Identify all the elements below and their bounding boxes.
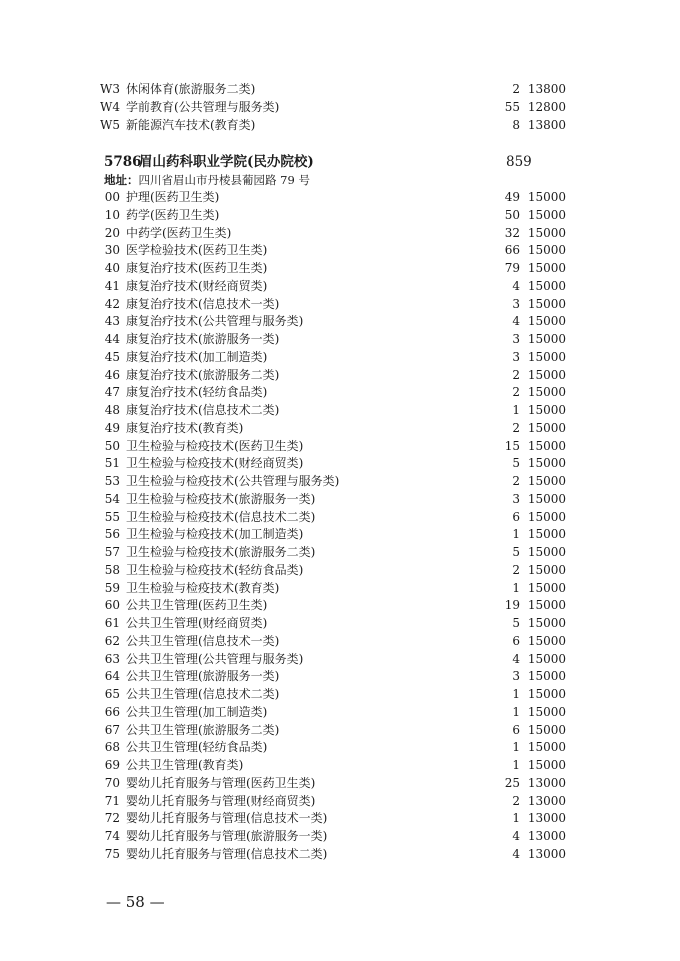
program-code: 41 <box>104 278 120 293</box>
program-name: 公共卫生管理(公共管理与服务类) <box>126 651 304 666</box>
program-fee: 15000 <box>527 474 566 488</box>
program-row <box>0 509 680 527</box>
program-code: 57 <box>104 545 120 559</box>
program-fee: 15000 <box>527 278 566 293</box>
program-count: 1 <box>512 704 520 719</box>
program-code: W5 <box>100 117 120 132</box>
program-fee: 15000 <box>527 385 566 400</box>
address-label: 地址： <box>104 173 139 187</box>
program-name: 护理(医药卫生类) <box>126 190 220 204</box>
program-name: 药学(医药卫生类) <box>126 207 220 222</box>
program-count: 3 <box>512 349 520 364</box>
program-fee: 12800 <box>527 99 566 114</box>
program-fee: 13000 <box>527 811 566 826</box>
program-count: 3 <box>512 332 520 346</box>
program-code: 64 <box>104 669 120 684</box>
program-fee: 15000 <box>527 261 566 275</box>
program-code: 62 <box>104 633 120 648</box>
program-row <box>0 704 680 722</box>
program-row <box>0 420 680 438</box>
program-count: 50 <box>504 207 520 222</box>
program-code: 49 <box>104 420 120 435</box>
school-name: 眉山药科职业学院(民办院校) <box>139 154 314 170</box>
program-code: 45 <box>104 349 120 364</box>
program-name: 婴幼儿托育服务与管理(旅游服务一类) <box>126 829 328 843</box>
program-row <box>0 526 680 544</box>
program-fee: 15000 <box>527 740 566 755</box>
program-name: 学前教育(公共管理与服务类) <box>126 99 280 114</box>
program-code: 53 <box>104 474 120 488</box>
program-count: 5 <box>512 545 520 559</box>
program-fee: 15000 <box>527 616 566 630</box>
program-fee: 15000 <box>527 580 566 595</box>
program-fee: 15000 <box>527 296 566 311</box>
program-row <box>0 99 680 117</box>
program-count: 3 <box>512 491 520 506</box>
page-number: — 58 — <box>106 893 165 911</box>
program-name: 康复治疗技术(教育类) <box>126 420 244 435</box>
program-count: 4 <box>512 314 520 329</box>
program-row <box>0 207 680 225</box>
program-row <box>0 81 680 99</box>
school-header <box>104 152 604 172</box>
school-code: 5786 <box>104 154 142 170</box>
program-fee: 15000 <box>527 314 566 329</box>
program-name: 卫生检验与检疫技术(公共管理与服务类) <box>126 474 340 488</box>
program-fee: 13800 <box>527 117 566 132</box>
program-code: 67 <box>104 722 120 737</box>
program-fee: 15000 <box>527 598 566 613</box>
program-fee: 15000 <box>527 438 566 453</box>
program-fee: 15000 <box>527 403 566 417</box>
program-name: 婴幼儿托育服务与管理(财经商贸类) <box>126 793 316 808</box>
program-fee: 15000 <box>527 349 566 364</box>
program-name: 休闲体育(旅游服务二类) <box>126 82 256 96</box>
program-code: 54 <box>104 491 120 506</box>
program-row <box>0 828 680 846</box>
program-name: 公共卫生管理(医药卫生类) <box>126 598 268 613</box>
program-fee: 15000 <box>527 420 566 435</box>
program-count: 79 <box>504 261 520 275</box>
program-row <box>0 402 680 420</box>
program-count: 2 <box>512 367 520 382</box>
program-row <box>0 313 680 331</box>
program-count: 1 <box>512 527 520 542</box>
program-count: 3 <box>512 669 520 684</box>
program-count: 3 <box>512 296 520 311</box>
program-row <box>0 810 680 828</box>
program-row <box>0 651 680 669</box>
program-row <box>0 491 680 509</box>
program-fee: 15000 <box>527 509 566 524</box>
program-fee: 15000 <box>527 456 566 471</box>
program-code: 56 <box>104 527 120 542</box>
program-code: 68 <box>104 740 120 755</box>
program-code: W3 <box>100 82 120 96</box>
program-count: 4 <box>512 278 520 293</box>
program-count: 2 <box>512 420 520 435</box>
program-name: 公共卫生管理(轻纺食品类) <box>126 740 268 755</box>
program-count: 1 <box>512 580 520 595</box>
program-name: 卫生检验与检疫技术(医药卫生类) <box>126 438 304 453</box>
program-row <box>0 473 680 491</box>
program-row <box>0 562 680 580</box>
program-name: 康复治疗技术(旅游服务一类) <box>126 332 280 346</box>
program-row <box>0 722 680 740</box>
program-row <box>0 384 680 402</box>
program-name: 卫生检验与检疫技术(轻纺食品类) <box>126 562 304 577</box>
program-code: 48 <box>104 403 120 417</box>
program-count: 5 <box>512 456 520 471</box>
program-count: 2 <box>512 793 520 808</box>
program-name: 婴幼儿托育服务与管理(信息技术一类) <box>126 811 328 826</box>
program-code: 63 <box>104 651 120 666</box>
program-count: 49 <box>504 190 520 204</box>
program-name: 公共卫生管理(财经商贸类) <box>126 616 268 630</box>
program-fee: 15000 <box>527 527 566 542</box>
program-row <box>0 438 680 456</box>
program-fee: 15000 <box>527 669 566 684</box>
address-text: 四川省眉山市丹棱县葡园路 79 号 <box>138 173 310 187</box>
program-name: 康复治疗技术(财经商贸类) <box>126 278 268 293</box>
program-fee: 13000 <box>527 793 566 808</box>
program-count: 2 <box>512 562 520 577</box>
program-code: 71 <box>104 793 120 808</box>
program-fee: 13000 <box>527 775 566 790</box>
program-row <box>0 296 680 314</box>
program-name: 康复治疗技术(轻纺食品类) <box>126 385 268 400</box>
program-name: 康复治疗技术(信息技术一类) <box>126 296 280 311</box>
program-name: 新能源汽车技术(教育类) <box>126 117 256 132</box>
program-code: 42 <box>104 296 120 311</box>
program-name: 卫生检验与检疫技术(旅游服务一类) <box>126 491 316 506</box>
program-row <box>0 775 680 793</box>
program-row <box>0 615 680 633</box>
program-row <box>0 349 680 367</box>
program-name: 卫生检验与检疫技术(加工制造类) <box>126 527 304 542</box>
program-fee: 15000 <box>527 704 566 719</box>
program-code: 40 <box>104 261 120 275</box>
program-name: 公共卫生管理(教育类) <box>126 758 244 772</box>
program-row <box>0 455 680 473</box>
program-name: 卫生检验与检疫技术(教育类) <box>126 580 280 595</box>
program-fee: 15000 <box>527 633 566 648</box>
program-code: 50 <box>104 438 120 453</box>
program-code: 44 <box>104 332 120 346</box>
program-fee: 15000 <box>527 367 566 382</box>
program-count: 32 <box>504 225 520 240</box>
program-row <box>0 225 680 243</box>
program-count: 66 <box>504 243 520 258</box>
program-code: 55 <box>104 509 120 524</box>
program-name: 康复治疗技术(旅游服务二类) <box>126 367 280 382</box>
program-row <box>0 242 680 260</box>
program-name: 公共卫生管理(旅游服务一类) <box>126 669 280 684</box>
school-address <box>104 171 310 189</box>
program-row <box>0 686 680 704</box>
program-name: 公共卫生管理(加工制造类) <box>126 704 268 719</box>
program-name: 卫生检验与检疫技术(信息技术二类) <box>126 509 316 524</box>
program-name: 卫生检验与检疫技术(财经商贸类) <box>126 456 304 471</box>
program-code: 10 <box>104 207 120 222</box>
program-code: 60 <box>104 598 120 613</box>
program-count: 25 <box>504 775 520 790</box>
program-fee: 13800 <box>527 82 566 96</box>
program-fee: 15000 <box>527 332 566 346</box>
program-row <box>0 278 680 296</box>
program-count: 15 <box>504 438 520 453</box>
program-row <box>0 633 680 651</box>
program-code: 47 <box>104 385 120 400</box>
program-count: 5 <box>512 616 520 630</box>
program-name: 卫生检验与检疫技术(旅游服务二类) <box>126 545 316 559</box>
program-code: 59 <box>104 580 120 595</box>
program-fee: 15000 <box>527 545 566 559</box>
program-count: 19 <box>504 598 520 613</box>
program-fee: 15000 <box>527 758 566 772</box>
program-code: 43 <box>104 314 120 329</box>
program-fee: 15000 <box>527 225 566 240</box>
program-fee: 15000 <box>527 491 566 506</box>
program-name: 医学检验技术(医药卫生类) <box>126 243 268 258</box>
program-code: 00 <box>104 190 120 204</box>
program-fee: 15000 <box>527 687 566 701</box>
program-row <box>0 331 680 349</box>
program-fee: 15000 <box>527 190 566 204</box>
program-name: 康复治疗技术(公共管理与服务类) <box>126 314 304 329</box>
program-code: 51 <box>104 456 120 471</box>
program-code: 30 <box>104 243 120 258</box>
program-count: 4 <box>512 846 520 861</box>
program-count: 6 <box>512 509 520 524</box>
program-count: 6 <box>512 633 520 648</box>
program-row <box>0 668 680 686</box>
program-name: 婴幼儿托育服务与管理(信息技术二类) <box>126 846 328 861</box>
program-row <box>0 117 680 135</box>
program-count: 2 <box>512 474 520 488</box>
program-count: 1 <box>512 687 520 701</box>
program-code: 46 <box>104 367 120 382</box>
program-code: 20 <box>104 225 120 240</box>
program-count: 1 <box>512 740 520 755</box>
program-code: 58 <box>104 562 120 577</box>
continued-program-list <box>0 81 680 134</box>
program-count: 2 <box>512 82 520 96</box>
program-row <box>0 597 680 615</box>
program-row <box>0 367 680 385</box>
program-code: 69 <box>104 758 120 772</box>
program-row <box>0 793 680 811</box>
program-row <box>0 757 680 775</box>
program-code: 74 <box>104 829 120 843</box>
program-fee: 13000 <box>527 846 566 861</box>
program-name: 康复治疗技术(加工制造类) <box>126 349 268 364</box>
program-count: 55 <box>504 99 520 114</box>
program-row <box>0 544 680 562</box>
program-code: 75 <box>104 846 120 861</box>
program-name: 婴幼儿托育服务与管理(医药卫生类) <box>126 775 316 790</box>
program-fee: 15000 <box>527 651 566 666</box>
program-count: 1 <box>512 811 520 826</box>
program-row <box>0 739 680 757</box>
program-count: 4 <box>512 829 520 843</box>
program-code: 65 <box>104 687 120 701</box>
program-list <box>0 189 680 864</box>
program-fee: 15000 <box>527 207 566 222</box>
program-fee: 13000 <box>527 829 566 843</box>
program-row <box>0 846 680 864</box>
program-code: 72 <box>104 811 120 826</box>
program-row <box>0 580 680 598</box>
program-name: 公共卫生管理(旅游服务二类) <box>126 722 280 737</box>
program-fee: 15000 <box>527 722 566 737</box>
program-count: 4 <box>512 651 520 666</box>
program-count: 2 <box>512 385 520 400</box>
program-count: 6 <box>512 722 520 737</box>
program-code: 66 <box>104 704 120 719</box>
school-total-enrollment: 859 <box>506 154 532 170</box>
program-code: 61 <box>104 616 120 630</box>
program-row <box>0 189 680 207</box>
program-fee: 15000 <box>527 562 566 577</box>
program-name: 康复治疗技术(医药卫生类) <box>126 261 268 275</box>
program-fee: 15000 <box>527 243 566 258</box>
program-count: 1 <box>512 403 520 417</box>
program-row <box>0 260 680 278</box>
program-count: 8 <box>512 117 520 132</box>
program-name: 公共卫生管理(信息技术二类) <box>126 687 280 701</box>
program-code: 70 <box>104 775 120 790</box>
program-name: 中药学(医药卫生类) <box>126 225 232 240</box>
program-code: W4 <box>100 99 120 114</box>
program-name: 康复治疗技术(信息技术二类) <box>126 403 280 417</box>
program-name: 公共卫生管理(信息技术一类) <box>126 633 280 648</box>
program-count: 1 <box>512 758 520 772</box>
